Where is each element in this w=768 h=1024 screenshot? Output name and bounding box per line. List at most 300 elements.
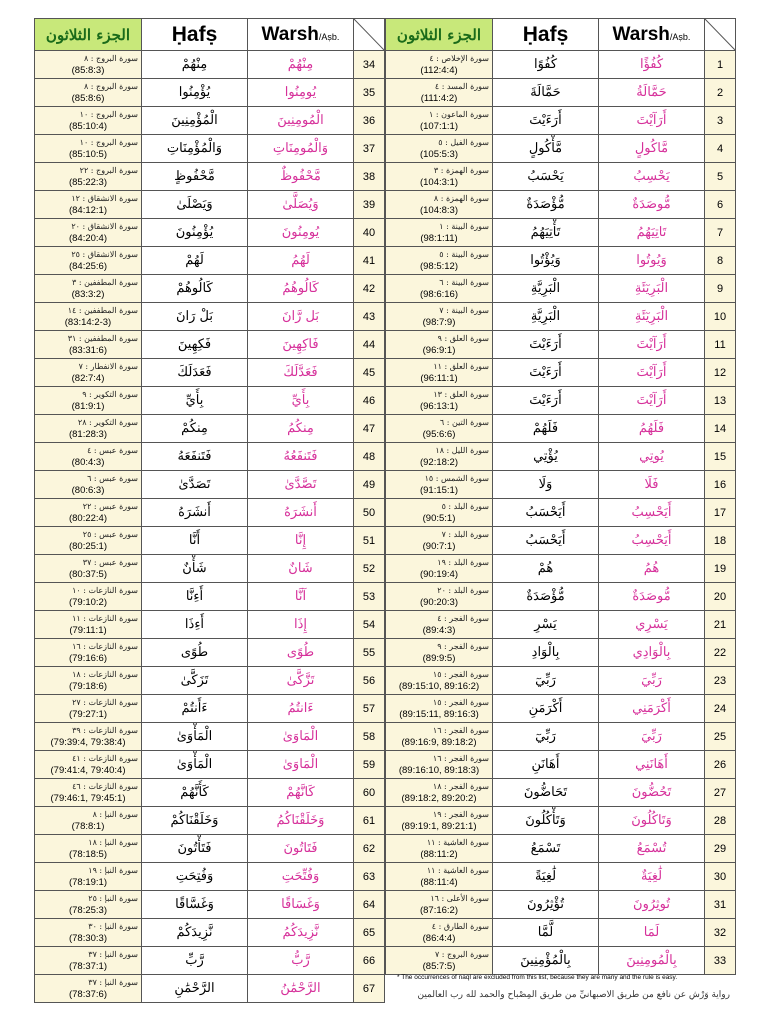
surah-label: سورة النبإ : ٣٧: [88, 949, 138, 959]
table-row: [386, 891, 736, 919]
surah-label: سورة البروج : ١٠: [79, 137, 138, 147]
table-row: [386, 863, 736, 891]
table-row: [386, 303, 736, 331]
warsh-word-text: أَرَآيْتَ: [636, 337, 667, 352]
ayah-number: ٢٨: [77, 417, 87, 427]
row-number: 20: [705, 583, 736, 611]
verse-reference: (78:37:1): [68, 960, 108, 972]
warsh-word: [248, 471, 354, 499]
warsh-word-text: تَزَّكَّىٰ: [286, 673, 315, 688]
row-number: 15: [705, 443, 736, 471]
reference-cell: [386, 891, 493, 919]
reference-cell: [386, 863, 493, 891]
warsh-word-text: طُوًى: [286, 645, 315, 660]
row-number: 58: [354, 723, 385, 751]
surah-name: سورة التكوير: [94, 417, 138, 427]
verse-reference: (105:5:3): [419, 148, 459, 160]
warsh-word-text: وَالْمُومِنَاتِ: [272, 141, 329, 156]
surah-name: سورة عبس: [99, 473, 138, 483]
surah-name: سورة الهمزة: [445, 193, 489, 203]
hafs-word: هُمْ: [493, 555, 599, 583]
warsh-word-text: تَحُضُّونَ: [631, 785, 672, 800]
ayah-number: ٨: [92, 809, 97, 819]
reference-cell: [386, 79, 493, 107]
surah-name: سورة عبس: [99, 445, 138, 455]
warsh-word-text: الرَّحْمَٰنُ: [280, 981, 321, 996]
warsh-word-text: رَبِّيَ: [641, 729, 662, 744]
reference-cell: [35, 79, 142, 107]
reference-cell: [386, 163, 493, 191]
warsh-word-text: أَيَحْسِبُ: [631, 505, 672, 520]
surah-label: سورة الهمزة : ٨: [433, 193, 489, 203]
row-number: 39: [354, 191, 385, 219]
hafs-word: كَأَنَّهُمْ: [142, 779, 248, 807]
table-row: [386, 359, 736, 387]
ayah-number: ١٩: [432, 809, 442, 819]
hafs-word: شَأْنٌ: [142, 555, 248, 583]
warsh-word-text: وَغَسَاقًا: [281, 897, 320, 912]
left-table-body: [35, 51, 385, 1003]
surah-name: سورة البروج: [96, 137, 138, 147]
table-row: [386, 247, 736, 275]
verse-reference: (98:1:11): [420, 232, 458, 244]
surah-label: سورة المطففين : ٣١: [67, 333, 138, 343]
hafs-word: رَّبِّ: [142, 947, 248, 975]
hafs-word: مُّؤْصَدَةٌ: [493, 191, 599, 219]
ayah-number: ٣٧: [88, 949, 97, 959]
warsh-word-text: وَتَاكُلُونَ: [631, 813, 672, 828]
hafs-word: فَعَدَلَكَ: [142, 359, 248, 387]
reference-cell: [35, 947, 142, 975]
verse-reference: (81:28:3): [68, 428, 108, 440]
surah-name: سورة البينة: [451, 305, 489, 315]
hafs-word: أَنَّا: [142, 527, 248, 555]
hafs-column-header: Ḥafṣ: [142, 19, 248, 51]
warsh-word: [599, 331, 705, 359]
row-number: 9: [705, 275, 736, 303]
reference-cell: [35, 387, 142, 415]
reference-cell: [35, 751, 142, 779]
ayah-number: ٤١: [72, 753, 81, 763]
verse-reference: (89:4:3): [422, 624, 456, 636]
row-number: 50: [354, 499, 385, 527]
reference-cell: [35, 135, 142, 163]
surah-name: سورة النازعات: [88, 781, 138, 791]
table-row: [35, 667, 385, 695]
surah-label: سورة الفجر : ٤: [437, 613, 489, 623]
warsh-word-text: حَمَّالَةُ: [636, 85, 667, 100]
warsh-word: [599, 835, 705, 863]
row-number: 55: [354, 639, 385, 667]
surah-label: سورة عبس : ٣٧: [82, 557, 138, 567]
hafs-word: يَحْسَبُ: [493, 163, 599, 191]
hafs-word: أَيَحْسَبُ: [493, 527, 599, 555]
verse-reference: (88:11:2): [420, 848, 458, 860]
hafs-word: كَالُوهُمْ: [142, 275, 248, 303]
surah-name: سورة النبإ: [104, 921, 138, 931]
table-row: [386, 695, 736, 723]
reference-cell: [386, 695, 493, 723]
table-row: [35, 527, 385, 555]
table-row: [386, 723, 736, 751]
surah-name: سورة الفجر: [449, 753, 489, 763]
verse-reference: (78:25:3): [68, 904, 108, 916]
right-table-body: [386, 51, 736, 975]
table-row: [35, 891, 385, 919]
warsh-word: [599, 751, 705, 779]
surah-name: سورة الانفطار: [90, 361, 138, 371]
surah-label: سورة الانفطار : ٧: [78, 361, 138, 371]
warsh-word-text: يُومِنُوا: [284, 85, 317, 100]
reference-cell: [35, 527, 142, 555]
row-number: 67: [354, 975, 385, 1003]
ayah-number: ٢٠: [71, 221, 80, 231]
warsh-word-text: كَانَّهُمْ: [286, 785, 315, 800]
warsh-word-text: بِالْوَادِي: [632, 645, 671, 660]
surah-label: سورة الفجر : ١٥: [432, 669, 489, 679]
hafs-word: فَتَأْتُونَ: [142, 835, 248, 863]
surah-name: سورة الطارق: [443, 921, 489, 931]
hafs-word: وَالْمُؤْمِنَاتِ: [142, 135, 248, 163]
surah-label: سورة التكوير : ٢٨: [77, 417, 138, 427]
hafs-word: وَفُتِحَتِ: [142, 863, 248, 891]
warsh-word-text: آنَّا: [294, 589, 307, 604]
reference-cell: [35, 471, 142, 499]
row-number: 49: [354, 471, 385, 499]
surah-label: سورة الفجر : ١٦: [432, 725, 489, 735]
ayah-number: ٢٢: [82, 501, 92, 511]
hafs-word: وَغَسَّاقًا: [142, 891, 248, 919]
hafs-word: يُؤْمِنُوا: [142, 79, 248, 107]
verse-reference: (98:5:12): [419, 260, 459, 272]
hafs-word: تَحَاضُّونَ: [493, 779, 599, 807]
reference-cell: [386, 555, 493, 583]
hafs-word: حَمَّالَةَ: [493, 79, 599, 107]
row-number: 18: [705, 527, 736, 555]
table-row: [386, 835, 736, 863]
hafs-word: كُفُوًا: [493, 51, 599, 79]
reference-cell: [386, 527, 493, 555]
ayah-number: ١٢: [71, 193, 80, 203]
table-row: [386, 583, 736, 611]
warsh-sub-label: /Aṣb.: [669, 31, 691, 42]
surah-name: سورة البروج: [96, 81, 138, 91]
row-number: 16: [705, 471, 736, 499]
ayah-number: ١٩: [88, 865, 97, 875]
surah-name: سورة العلق: [449, 333, 489, 343]
verse-reference: (85:8:3): [71, 64, 105, 76]
reference-cell: [386, 583, 493, 611]
hafs-word: تَزَكَّىٰ: [142, 667, 248, 695]
warsh-word: [248, 359, 354, 387]
row-number: 45: [354, 359, 385, 387]
verse-reference: (78:19:1): [68, 876, 108, 888]
hafs-word: بِالْمُؤْمِنِينَ: [493, 947, 599, 975]
warsh-word: [248, 415, 354, 443]
reference-cell: [386, 947, 493, 975]
warsh-word-text: إِنَّا: [294, 533, 307, 548]
warsh-word-text: مَّاكُولٍ: [634, 141, 669, 156]
verse-reference: (96:9:1): [422, 344, 456, 356]
verse-reference: (80:6:3): [71, 484, 105, 496]
warsh-word: [599, 247, 705, 275]
table-row: [35, 79, 385, 107]
surah-name: سورة الفجر: [449, 697, 489, 707]
table-row: [386, 219, 736, 247]
table-row: [35, 191, 385, 219]
hafs-word: أَكْرَمَنِ: [493, 695, 599, 723]
surah-label: سورة الفجر : ١٩: [432, 809, 489, 819]
diagonal-divider: [705, 19, 735, 50]
table-row: [35, 247, 385, 275]
surah-label: سورة الليل : ١٨: [435, 445, 489, 455]
warsh-word: [248, 947, 354, 975]
warsh-word: [248, 611, 354, 639]
surah-label: سورة المطففين : ١٤: [67, 305, 138, 315]
surah-name: سورة الفجر: [449, 781, 489, 791]
verse-reference: (79:18:6): [68, 680, 108, 692]
warsh-word: [599, 219, 705, 247]
surah-name: سورة النازعات: [88, 725, 138, 735]
reference-cell: [386, 107, 493, 135]
verse-reference: (79:27:1): [68, 708, 108, 720]
warsh-word-text: تُوثِرُونَ: [633, 897, 670, 912]
table-row: [35, 919, 385, 947]
ayah-number: ١٥: [432, 669, 442, 679]
table-row: [386, 639, 736, 667]
verse-reference: (96:13:1): [419, 400, 459, 412]
row-number: 21: [705, 611, 736, 639]
surah-name: سورة النبإ: [104, 809, 138, 819]
surah-name: سورة الماعون: [441, 109, 489, 119]
surah-label: سورة البينة : ٦: [439, 277, 489, 287]
row-number: 29: [705, 835, 736, 863]
row-number: 60: [354, 779, 385, 807]
ayah-number: ١٨: [432, 781, 442, 791]
hafs-word: طُوًى: [142, 639, 248, 667]
warsh-word-text: ءَانتُمُ: [287, 701, 314, 716]
surah-name: سورة البينة: [451, 277, 489, 287]
verse-reference: (112:4:4): [420, 64, 458, 76]
table-row: [386, 135, 736, 163]
warsh-word: [248, 807, 354, 835]
surah-label: سورة الشمس : ١٥: [424, 473, 489, 483]
warsh-word-text: رَّبُّ: [291, 953, 310, 968]
warsh-word-text: إِذَا: [293, 617, 307, 632]
reference-cell: [386, 471, 493, 499]
table-row: [386, 919, 736, 947]
surah-name: سورة التين: [451, 417, 489, 427]
row-number: 24: [705, 695, 736, 723]
warsh-column-header: [248, 19, 354, 51]
ayah-number: ٣: [72, 277, 77, 287]
surah-label: سورة التكوير : ٩: [82, 389, 138, 399]
surah-name: سورة البروج: [96, 165, 138, 175]
warsh-word: [599, 667, 705, 695]
warsh-word: [599, 471, 705, 499]
surah-name: سورة المسد: [446, 81, 489, 91]
reference-cell: [35, 835, 142, 863]
surah-name: سورة الانشقاق: [87, 249, 138, 259]
reference-cell: [35, 667, 142, 695]
surah-label: سورة النازعات : ١١: [72, 613, 138, 623]
warsh-word-text: فَتَنفَعُهُ: [283, 449, 318, 464]
hafs-word: رَبِّيٓ: [493, 667, 599, 695]
ayah-number: ٢٢: [79, 165, 89, 175]
reference-cell: [386, 751, 493, 779]
reference-cell: [35, 107, 142, 135]
row-number: 40: [354, 219, 385, 247]
reference-cell: [35, 191, 142, 219]
warsh-word: [248, 555, 354, 583]
verse-reference: (84:20:4): [68, 232, 108, 244]
surah-label: سورة المطففين : ٣: [72, 277, 138, 287]
reference-cell: [386, 219, 493, 247]
warsh-word: [599, 723, 705, 751]
warsh-word: [248, 303, 354, 331]
surah-name: سورة النازعات: [88, 641, 138, 651]
warsh-word: [599, 163, 705, 191]
warsh-word: [248, 919, 354, 947]
warsh-word: [248, 779, 354, 807]
ayah-number: ٨: [83, 53, 89, 63]
surah-label: سورة التين : ٦: [439, 417, 489, 427]
reference-cell: [35, 415, 142, 443]
row-number: 28: [705, 807, 736, 835]
warsh-word-text: الْمُومِنِينَ: [277, 113, 324, 128]
ayah-number: ٤: [434, 81, 440, 91]
row-number: 35: [354, 79, 385, 107]
ayah-number: ١٨: [72, 669, 81, 679]
reference-cell: [35, 891, 142, 919]
surah-name: سورة الفجر: [449, 725, 489, 735]
warsh-word: [599, 275, 705, 303]
surah-label: سورة عبس : ٤: [87, 445, 138, 455]
hafs-word: أَرَءَيْتَ: [493, 331, 599, 359]
surah-name: سورة الفجر: [449, 613, 489, 623]
verse-reference: (83:3:2): [71, 288, 105, 300]
ayah-number: ١: [428, 109, 434, 119]
warsh-word: [248, 387, 354, 415]
hafs-word: تَأْتِيَهُمُ: [493, 219, 599, 247]
verse-reference: (90:7:1): [422, 540, 456, 552]
verse-reference: (79:39:4, 79:38:4): [50, 736, 126, 748]
verse-reference: (80:25:1): [68, 540, 108, 552]
warsh-word-text: أَكْرَمَنِي: [632, 701, 671, 716]
hafs-word: فَتَنفَعَهُ: [142, 443, 248, 471]
reference-cell: [386, 807, 493, 835]
table-row: [35, 611, 385, 639]
corner-cell: [354, 19, 385, 51]
reference-cell: [35, 51, 142, 79]
ayah-number: ١١: [426, 865, 436, 875]
reference-cell: [35, 499, 142, 527]
reference-cell: [386, 387, 493, 415]
table-row: [35, 975, 385, 1003]
row-number: 2: [705, 79, 736, 107]
table-row: [386, 387, 736, 415]
ayah-number: ٧: [78, 361, 83, 371]
row-number: 41: [354, 247, 385, 275]
row-number: 48: [354, 443, 385, 471]
row-number: 56: [354, 667, 385, 695]
table-row: [386, 779, 736, 807]
reference-cell: [386, 415, 493, 443]
row-number: 57: [354, 695, 385, 723]
surah-name: سورة الغاشية: [443, 837, 489, 847]
row-number: 64: [354, 891, 385, 919]
reference-cell: [35, 331, 142, 359]
surah-label: سورة المسد : ٤: [434, 81, 489, 91]
surah-label: سورة البروج : ١٠: [79, 109, 138, 119]
surah-label: سورة العلق : ١٣: [433, 389, 489, 399]
ayah-number: ٩: [437, 641, 442, 651]
reference-cell: [386, 51, 493, 79]
ayah-number: ٢٧: [72, 697, 81, 707]
ayah-number: ٢٥: [82, 529, 92, 539]
warsh-word-text: يَسْرِي: [635, 617, 668, 632]
reference-cell: [35, 611, 142, 639]
surah-label: سورة النبإ : ١٨: [88, 837, 138, 847]
surah-label: سورة الغاشية : ١١: [426, 837, 489, 847]
hafs-word: الْبَرِيَّةِ: [493, 303, 599, 331]
table-row: [35, 331, 385, 359]
row-number: 12: [705, 359, 736, 387]
table-row: [35, 751, 385, 779]
verse-reference: (86:4:4): [422, 932, 456, 944]
surah-label: سورة النبإ : ٨: [92, 809, 138, 819]
ayah-number: ٤: [437, 613, 442, 623]
warsh-word-text: الْمَاوَىٰ: [282, 729, 319, 744]
surah-label: سورة البينة : ١: [439, 221, 489, 231]
ayah-number: ٣٧: [82, 557, 92, 567]
verse-reference: (85:22:3): [68, 176, 108, 188]
ayah-number: ٤٦: [72, 781, 81, 791]
surah-label: سورة البينة : ٥: [439, 249, 489, 259]
warsh-word-text: لَٰغِيَةٌ: [640, 869, 663, 884]
ayah-number: ١١: [72, 613, 81, 623]
surah-name: سورة النازعات: [88, 669, 138, 679]
ayah-number: ١: [439, 221, 444, 231]
verse-reference: (79:41:4, 79:40:4): [50, 764, 126, 776]
row-number: 63: [354, 863, 385, 891]
warsh-word: [599, 611, 705, 639]
table-row: [386, 51, 736, 79]
surah-name: سورة الفجر: [449, 669, 489, 679]
reference-cell: [35, 639, 142, 667]
warsh-word-text: أَهَانَنِي: [635, 757, 668, 772]
warsh-word: [599, 863, 705, 891]
surah-name: سورة البلد: [453, 557, 489, 567]
warsh-word: [248, 51, 354, 79]
warsh-word-text: تَصَّدَّىٰ: [284, 477, 317, 492]
table-row: [35, 583, 385, 611]
ayah-number: ٨: [433, 193, 439, 203]
reference-cell: [35, 247, 142, 275]
reference-cell: [35, 219, 142, 247]
table-row: [386, 443, 736, 471]
warsh-word-text: فَلَا: [644, 477, 659, 492]
row-number: 52: [354, 555, 385, 583]
warsh-word: [248, 835, 354, 863]
row-number: 43: [354, 303, 385, 331]
verse-reference: (79:16:6): [68, 652, 108, 664]
surah-name: سورة الفيل: [450, 137, 489, 147]
warsh-word: [599, 415, 705, 443]
surah-name: سورة المطففين: [84, 305, 138, 315]
verse-reference: (84:12:1): [68, 204, 108, 216]
surah-name: سورة المطففين: [84, 333, 138, 343]
